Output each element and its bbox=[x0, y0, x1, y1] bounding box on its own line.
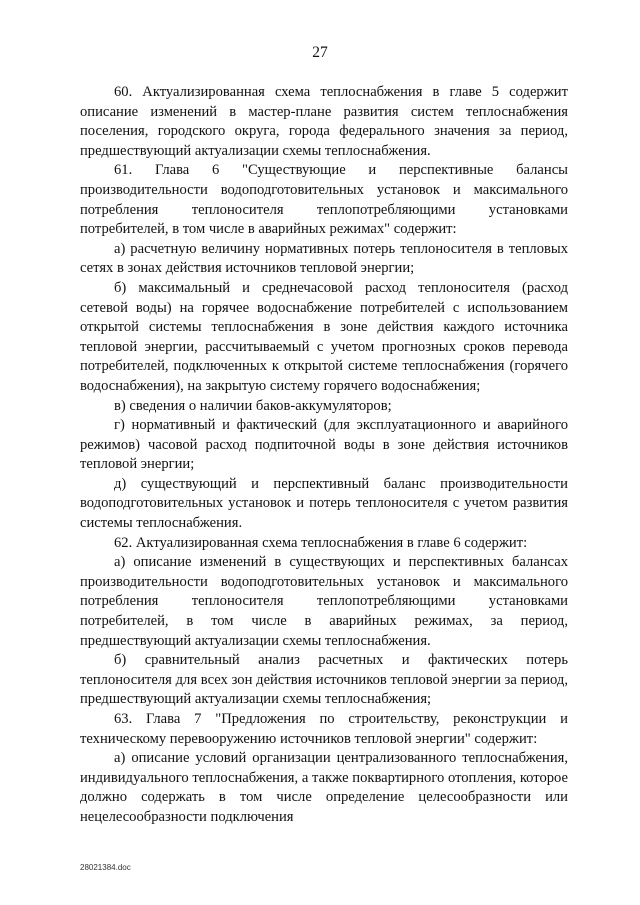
paragraph-60: 60. Актуализированная схема теплоснабжения в главе 5 содержит описание изменений в мастер-плане развития систем теплоснабжения поселения, городского округа, города федерального значения за период, предшествующий актуализации схемы теплоснабжения. bbox=[80, 84, 568, 159]
footer-document-code: 28021384.doc bbox=[80, 863, 131, 872]
paragraph-61-v: в) сведения о наличии баков-аккумуляторов; bbox=[114, 397, 392, 414]
paragraph-61-a: а) расчетную величину нормативных потерь теплоносителя в тепловых сетях в зонах действия источников тепловой энергии; bbox=[80, 240, 568, 277]
page-number: 27 bbox=[312, 44, 328, 61]
paragraph-62-a: а) описание изменений в существующих и перспективных балансах производительности водоподготовительных установок и максимального потребления теплоносителя теплопотребляющими установками потребителей, в том числе в аварийных режимах, за период, предшествующий актуализации схемы теплоснабжения. bbox=[80, 554, 568, 649]
paragraph-62-b: б) сравнительный анализ расчетных и фактических потерь теплоносителя для всех зон действия источников тепловой энергии за период, предшествующий актуализации схемы теплоснабжения; bbox=[80, 652, 568, 708]
paragraph-61-g: г) нормативный и фактический (для эксплуатационного и аварийного режимов) часовой расход подпиточной воды в зоне действия источников тепловой энергии; bbox=[80, 417, 568, 473]
paragraph-61: 61. Глава 6 "Существующие и перспективные балансы производительности водоподготовительных установок и максимального потребления теплоносителя теплопотребляющими установками потребителей, в том числе в аварийных режимах" содержит: bbox=[80, 162, 568, 238]
paragraph-62: 62. Актуализированная схема теплоснабжения в главе 6 содержит: bbox=[114, 534, 528, 551]
paragraph-63-a: а) описание условий организации централизованного теплоснабжения, индивидуального теплоснабжения, а также поквартирного отопления, которое должно содержать в том числе определение целесообразности или нецелесообразности подключения bbox=[80, 750, 568, 825]
paragraph-61-d: д) существующий и перспективный баланс производительности водоподготовительных установок и потерь теплоносителя с учетом развития системы теплоснабжения. bbox=[80, 475, 568, 532]
paragraph-63: 63. Глава 7 "Предложения по строительству, реконструкции и техническому перевооружению источников тепловой энергии" содержит: bbox=[80, 711, 568, 747]
paragraph-61-b: б) максимальный и среднечасовой расход теплоносителя (расход сетевой воды) на горячее водоснабжение потребителей с использованием открытой системы теплоснабжения в зоне действия каждого источника тепловой энергии, рассчитываемый с учетом прогнозных сроков перевода потребителей, подключенных к открытой системе теплоснабжения (горячего водоснабжения), на закрытую систему горячего водоснабжения; bbox=[80, 279, 568, 394]
document-body bbox=[80, 83, 568, 828]
